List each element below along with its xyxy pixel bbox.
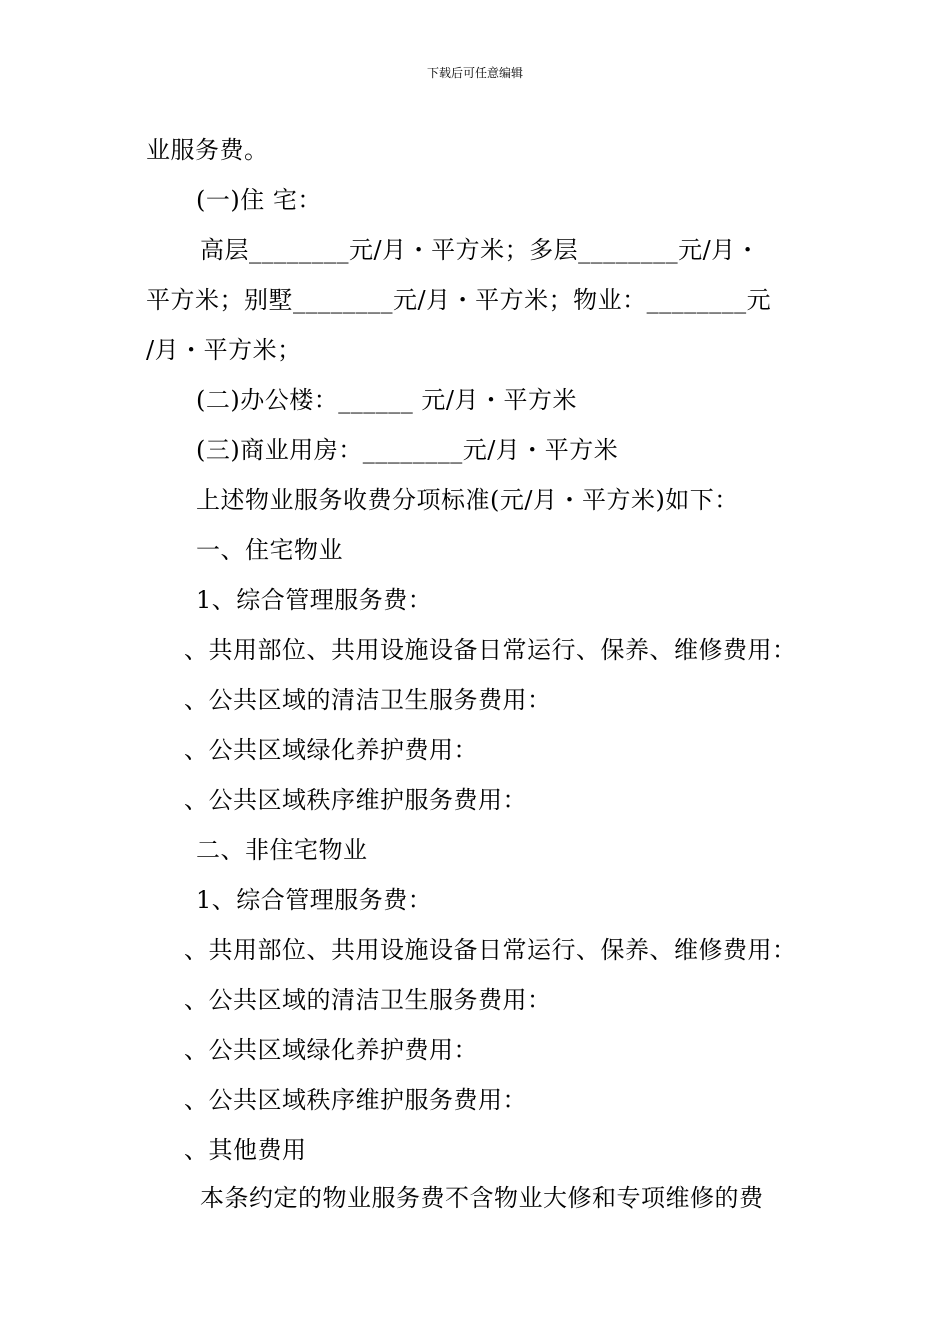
body-line: 本条约定的物业服务费不含物业大修和专项维修的费 [200,1184,764,1212]
body-line: 业服务费。 [146,136,269,164]
body-line: 平方米；别墅________元/月・平方米；物业：________元 [146,286,772,314]
section-heading: 二、非住宅物业 [196,836,368,864]
list-item: 、共用部位、共用设施设备日常运行、保养、维修费用： [184,936,797,964]
body-line: (二)办公楼：______ 元/月・平方米 [196,386,577,414]
list-item: 、公共区域秩序维护服务费用： [184,786,527,814]
page-header: 下载后可任意编辑 [426,66,523,80]
section-heading: 一、住宅物业 [196,536,343,564]
body-line: (一)住 宅： [196,186,322,214]
list-item: 、公共区域绿化养护费用： [184,736,478,764]
body-line: 高层________元/月・平方米；多层________元/月・ [200,236,761,264]
list-item: 、其他费用 [184,1136,307,1164]
list-item: 、共用部位、共用设施设备日常运行、保养、维修费用： [184,636,797,664]
body-line: 上述物业服务收费分项标准(元/月・平方米)如下： [196,486,739,514]
list-item: 、公共区域的清洁卫生服务费用： [184,686,552,714]
list-item: 、公共区域的清洁卫生服务费用： [184,986,552,1014]
sub-heading: 1、综合管理服务费： [196,886,433,914]
list-item: 、公共区域秩序维护服务费用： [184,1086,527,1114]
body-line: /月・平方米； [146,336,302,364]
sub-heading: 1、综合管理服务费： [196,586,433,614]
body-line: (三)商业用房：________元/月・平方米 [196,436,619,464]
list-item: 、公共区域绿化养护费用： [184,1036,478,1064]
